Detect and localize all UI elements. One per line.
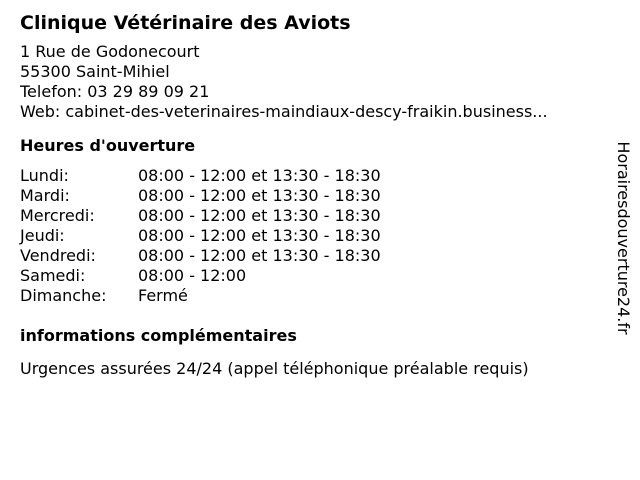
- business-name: Clinique Vétérinaire des Aviots: [20, 12, 351, 34]
- time-value: 08:00 - 12:00 et 13:30 - 18:30: [138, 246, 381, 265]
- hours-row-thursday: [20, 226, 610, 246]
- website-link[interactable]: Web: cabinet-des-veterinaires-maindiaux-descy-fraikin.business...: [20, 102, 548, 121]
- day-label: Mercredi:: [20, 206, 95, 225]
- day-label: Dimanche:: [20, 286, 107, 305]
- additional-info-text: Urgences assurées 24/24 (appel téléphonique préalable requis): [20, 359, 529, 378]
- additional-info-heading: informations complémentaires: [20, 326, 297, 345]
- opening-hours-table: [20, 166, 610, 306]
- hours-row-wednesday: [20, 206, 610, 226]
- phone-number[interactable]: Telefon: 03 29 89 09 21: [20, 82, 210, 101]
- hours-row-sunday: [20, 286, 610, 306]
- address-city: 55300 Saint-Mihiel: [20, 62, 170, 81]
- hours-row-tuesday: [20, 186, 610, 206]
- day-label: Samedi:: [20, 266, 86, 285]
- hours-row-saturday: [20, 266, 610, 286]
- time-value: 08:00 - 12:00 et 13:30 - 18:30: [138, 226, 381, 245]
- day-label: Vendredi:: [20, 246, 96, 265]
- business-contact: [20, 42, 610, 122]
- hours-row-friday: [20, 246, 610, 266]
- day-label: Lundi:: [20, 166, 69, 185]
- address-street: 1 Rue de Godonecourt: [20, 42, 200, 61]
- site-brand-link[interactable]: Horairesdouverture24.fr: [614, 141, 633, 335]
- time-value: 08:00 - 12:00 et 13:30 - 18:30: [138, 166, 381, 185]
- hours-row-monday: [20, 166, 610, 186]
- business-card: [20, 10, 610, 379]
- day-label: Mardi:: [20, 186, 70, 205]
- time-value: 08:00 - 12:00: [138, 266, 247, 285]
- time-value: 08:00 - 12:00 et 13:30 - 18:30: [138, 186, 381, 205]
- day-label: Jeudi:: [20, 226, 65, 245]
- opening-hours-heading: Heures d'ouverture: [20, 136, 196, 155]
- time-value: Fermé: [138, 286, 188, 305]
- time-value: 08:00 - 12:00 et 13:30 - 18:30: [138, 206, 381, 225]
